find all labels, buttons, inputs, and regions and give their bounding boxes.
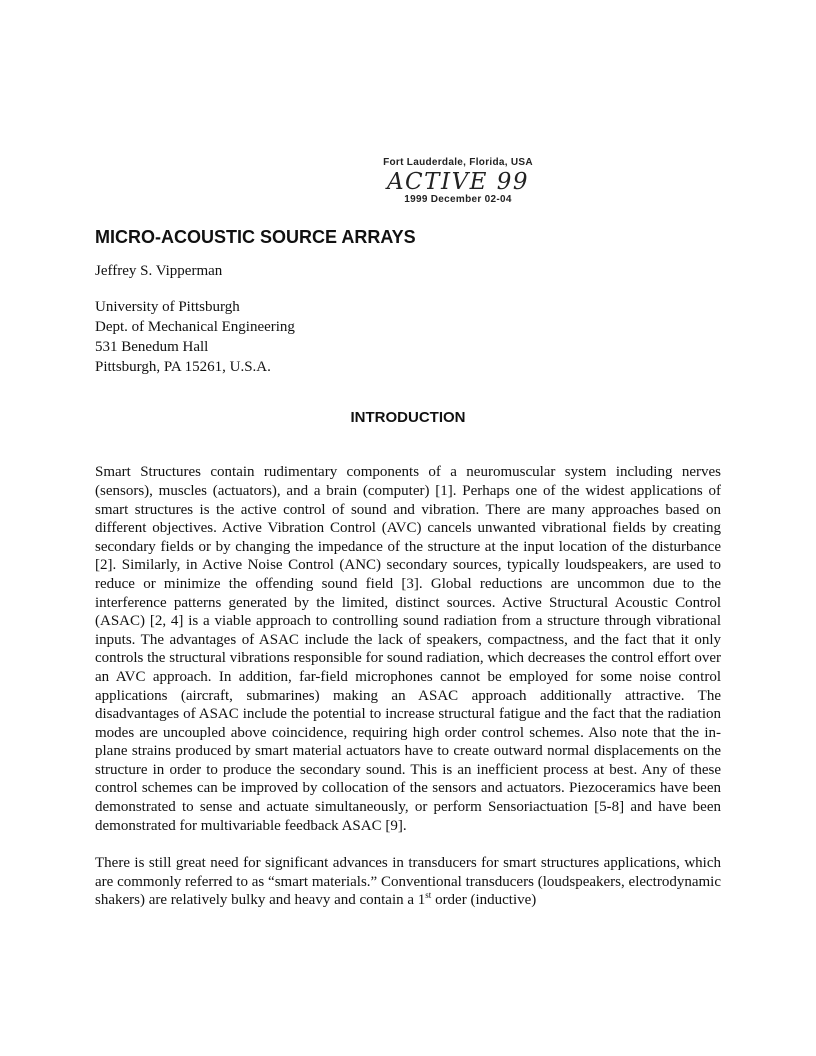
introduction-paragraph-2 <box>95 854 721 910</box>
author-affiliation <box>95 297 721 378</box>
affiliation-line: Dept. of Mechanical Engineering <box>95 318 295 335</box>
ordinal-superscript: st <box>425 890 432 901</box>
affiliation-line: 531 Benedum Hall <box>95 339 209 356</box>
paragraph-2-text-end: order (inductive) <box>431 892 537 909</box>
conference-location: Fort Lauderdale, Florida, USA <box>383 157 533 168</box>
paper-author: Jeffrey S. Vipperman <box>95 263 223 279</box>
introduction-heading: INTRODUCTION <box>350 408 466 426</box>
conference-name: ACTIVE 99 <box>386 169 530 195</box>
paragraph-2-text: There is still great need for significant advances in transducers for smart structures applications, which are commonly referred to as “smart materials.” Conventional transducers (loudspeakers, electrodynamic shakers) are relatively bulky and heavy and contain a 1 <box>95 855 721 909</box>
conference-header <box>300 157 616 206</box>
introduction-paragraph-1: Smart Structures contain rudimentary components of a neuromuscular system including nerves (sensors), muscles (actuators), and a brain (computer) [1]. Perhaps one of the widest applications of smart structures is the active control of sound and vibration. There are many approaches based on different objectives. Active Vibration Control (AVC) cancels unwanted vibrational fields by creating secondary fields or by changing the impedance of the structure at the input location of the disturbance [2]. Similarly, in Active Noise Control (ANC) secondary sources, typically loudspeakers, are used to reduce or minimize the offending sound field [3]. Global reductions are uncommon due to the interference patterns generated by the limited, distinct sources. Active Structural Acoustic Control (ASAC) [2, 4] is a viable approach to controlling sound radiation from a structure through vibrational inputs. The advantages of ASAC include the lack of speakers, compactness, and the fact that it only controls the structural vibrations responsible for sound radiation, which decreases the control effort over an AVC approach. In addition, far-field microphones cannot be employed for some noise control applications (aircraft, submarines) making an ASAC approach additionally attractive. The disadvantages of ASAC include the potential to increase structural fatigue and the fact that the radiation modes are uncoupled above coincidence, requiring high order control schemes. Also note that the in-plane strains produced by smart material actuators have to create outward normal displacements on the structure in order to produce the secondary sound. This is an inefficient process at best. Any of these control schemes can be improved by collocation of the sensors and actuators. Piezoceramics have been demonstrated to sense and actuate simultaneously, or perform Sensoriactuation [5-8] and have been demonstrated for multivariable feedback ASAC [9]. <box>95 464 721 834</box>
affiliation-line: Pittsburgh, PA 15261, U.S.A. <box>95 359 271 376</box>
paper-title: MICRO-ACOUSTIC SOURCE ARRAYS <box>95 227 416 247</box>
conference-dates: 1999 December 02-04 <box>404 194 512 205</box>
affiliation-line: University of Pittsburgh <box>95 298 240 315</box>
paper-body <box>95 222 721 910</box>
